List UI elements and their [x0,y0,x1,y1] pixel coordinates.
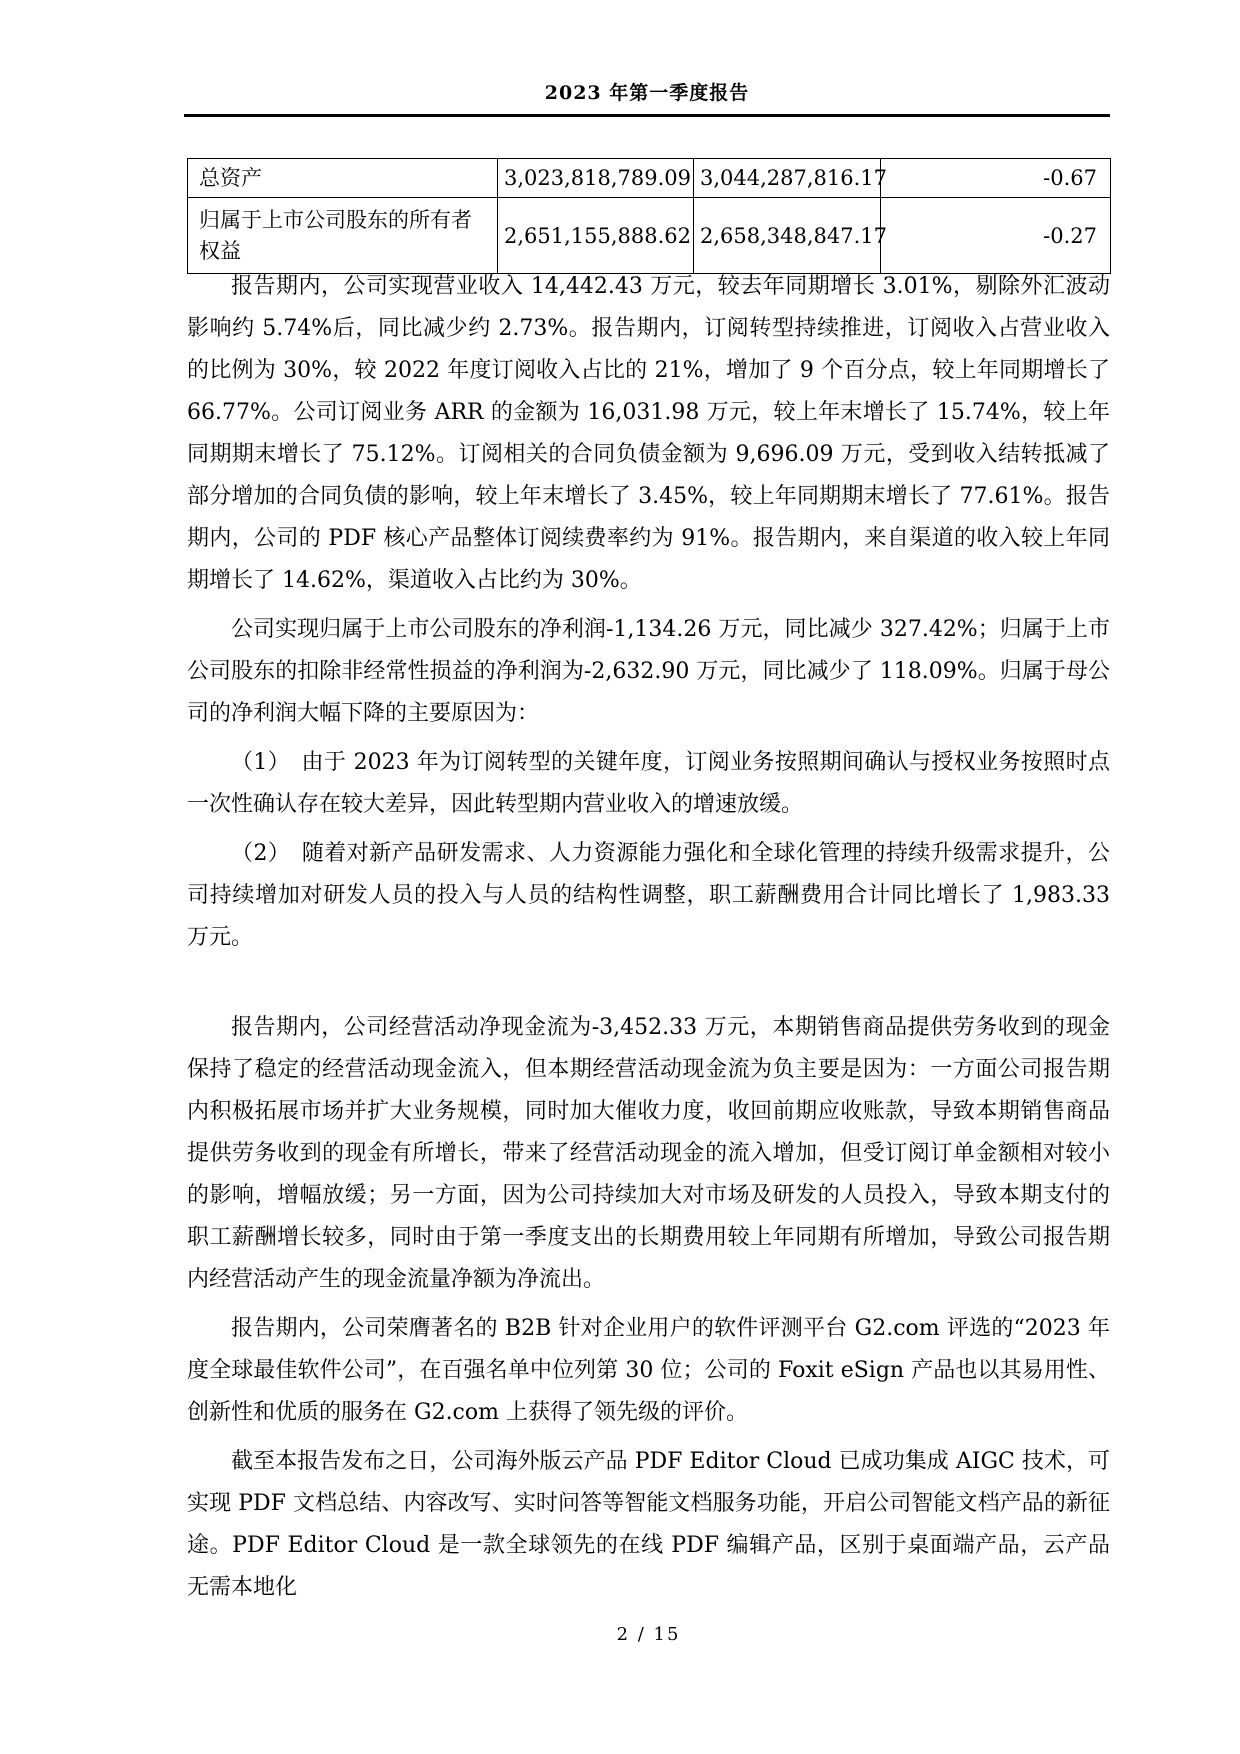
current-value-cell: 2,651,155,888.62 [498,198,694,274]
prior-value-cell: 3,044,287,816.17 [694,159,881,198]
metric-label-cell: 归属于上市公司股东的所有者权益 [188,198,498,274]
table-row-equity [188,198,1111,274]
report-title: 2023 年第一季度报告 [544,82,750,104]
table-row-total-assets [188,159,1111,198]
prior-value-cell: 2,658,348,847.17 [694,198,881,274]
paragraph-g2-awards: 报告期内，公司荣膺著名的 B2B 针对企业用户的软件评测平台 G2.com 评选的“2023 年度全球最佳软件公司”，在百强名单中位列第 30 位；公司的 Foxit eSign 产品也以其易用性、创新性和优质的服务在 G2.com 上获得了领先级的评价。 [187,1316,1110,1425]
paragraph-cash-flow: 报告期内，公司经营活动净现金流为-3,452.33 万元，本期销售商品提供劳务收到的现金保持了稳定的经营活动现金流入，但本期经营活动现金流为负主要是因为：一方面公司报告期内积极拓展市场并扩大业务规模，同时加大催收力度，收回前期应收账款，导致本期销售商品提供劳务收到的现金有所增长，带来了经营活动现金的流入增加，但受订阅订单金额相对较小的影响，增幅放缓；另一方面，因为公司持续加大对市场及研发的人员投入，导致本期支付的职工薪酬增长较多，同时由于第一季度支出的长期费用较上年同期有所增加，导致公司报告期内经营活动产生的现金流量净额为净流出。 [187,1015,1110,1292]
body-text [187,266,1110,1616]
paragraph-net-profit: 公司实现归属于上市公司股东的净利润-1,134.26 万元，同比减少 327.42%；归属于上市公司股东的扣除非经常性损益的净利润为-2,632.90 万元，同比减少了 118.09%。归属于母公司的净利润大幅下降的主要原因为： [187,617,1110,726]
metric-label-cell: 总资产 [188,159,498,198]
page-number: 2 / 15 [616,1624,681,1645]
financial-summary-table [187,158,1111,274]
change-value-cell: -0.67 [881,159,1111,198]
page-header [184,78,1110,117]
paragraph-revenue-overview: 报告期内，公司实现营业收入 14,442.43 万元，较去年同期增长 3.01%，剔除外汇波动影响约 5.74%后，同比减少约 2.73%。报告期内，订阅转型持续推进，订阅收入占营业收入的比例为 30%，较 2022 年度订阅收入占比的 21%，增加了 9 个百分点，较上年同期增长了 66.77%。公司订阅业务 ARR 的金额为 16,031.98 万元，较上年末增长了 15.74%，较上年同期期末增长了 75.12%。订阅相关的合同负债金额为 9,696.09 万元，受到收入结转抵减了部分增加的合同负债的影响，较上年末增长了 3.45%，较上年同期期末增长了 77.61%。报告期内，公司的 PDF 核心产品整体订阅续费率约为 91%。报告期内，来自渠道的收入较上年同期增长了 14.62%，渠道收入占比约为 30%。 [187,274,1110,593]
paragraph-pdf-editor-cloud: 截至本报告发布之日，公司海外版云产品 PDF Editor Cloud 已成功集成 AIGC 技术，可实现 PDF 文档总结、内容改写、实时问答等智能文档服务功能，开启公司智能文档产品的新征途。PDF Editor Cloud 是一款全球领先的在线 PDF 编辑产品，区别于桌面端产品，云产品无需本地化 [187,1449,1110,1600]
paragraph-reason-1: （1） 由于 2023 年为订阅转型的关键年度，订阅业务按照期间确认与授权业务按照时点一次性确认存在较大差异，因此转型期内营业收入的增速放缓。 [187,750,1110,817]
current-value-cell: 3,023,818,789.09 [498,159,694,198]
paragraph-reason-2: （2） 随着对新产品研发需求、人力资源能力强化和全球化管理的持续升级需求提升，公司持续增加对研发人员的投入与人员的结构性调整，职工薪酬费用合计同比增长了 1,983.33 万元。 [187,841,1110,950]
change-value-cell: -0.27 [881,198,1111,274]
